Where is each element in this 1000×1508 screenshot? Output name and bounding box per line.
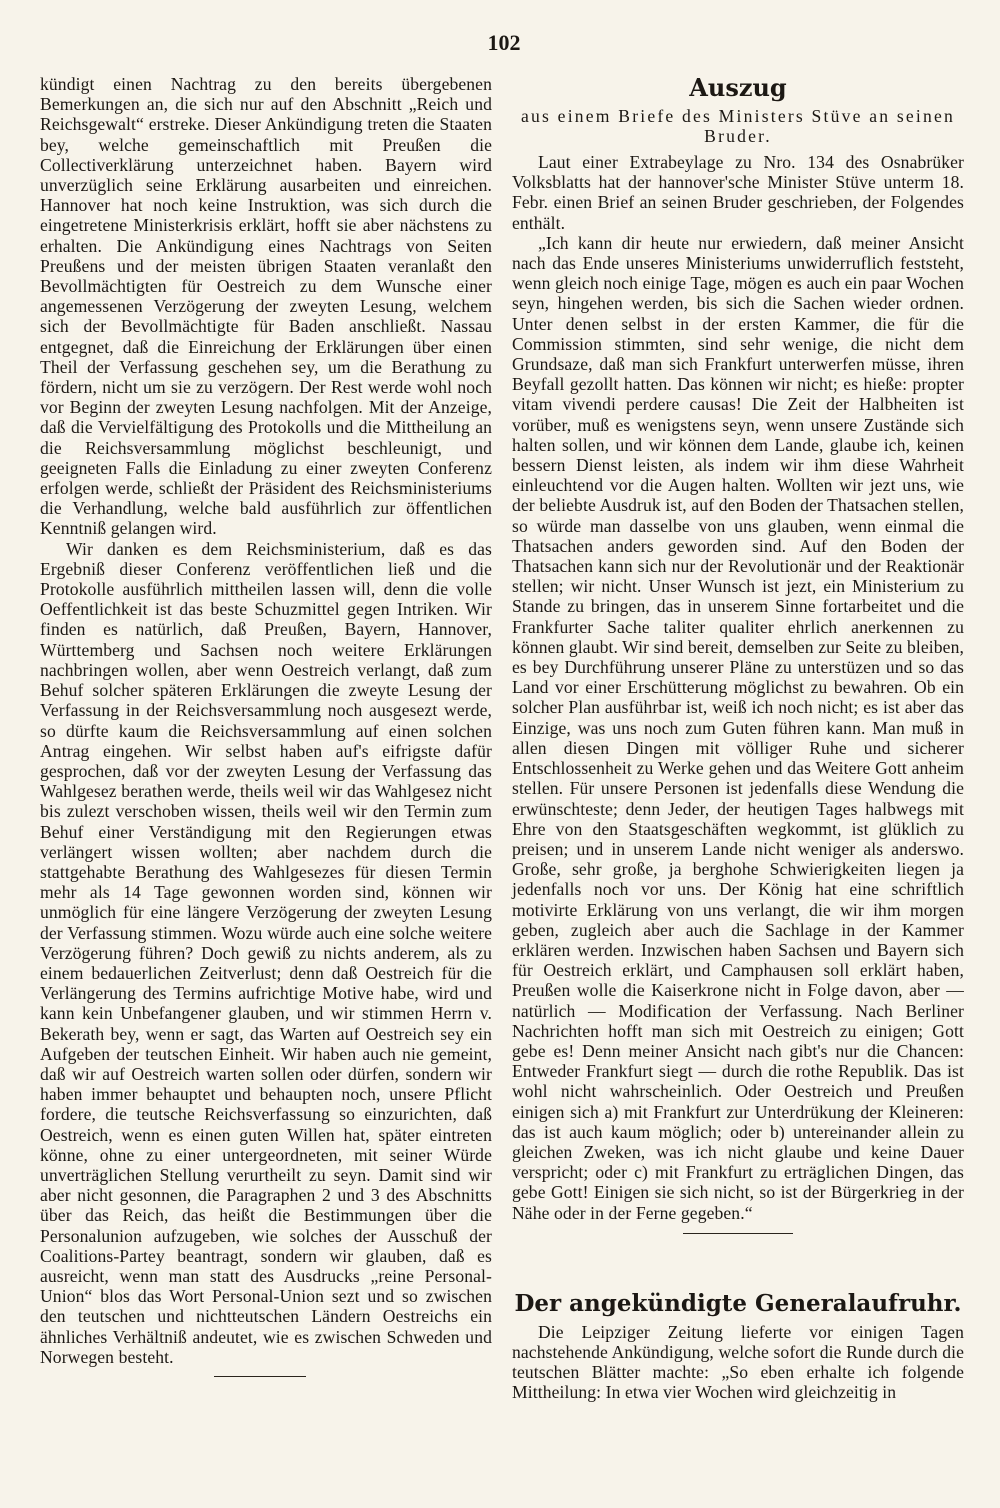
right-column (512, 74, 964, 1403)
article-end-rule (683, 1233, 793, 1234)
left-paragraph-2: Wir danken es dem Reichsministerium, daß es das Ergebniß dieser Conferenz veröffentlichen ließ und die Protokolle ausführlich mittheilen lassen will, denn die volle Oeffentlichkeit ist das beste Schuzmittel gegen Intriken. Wir finden es natürlich, daß Preußen, Bayern, Hannover, Württemberg und Sachsen noch weitere Erklärungen nachbringen wollen, aber wenn Oestreich verlangt, daß zum Behuf solcher späteren Erklärungen die zweyte Lesung der Verfassung in der Reichsversammlung noch ausgesezt werde, so dürfte kaum die Reichsversammlung auf einen solchen Antrag eingehen. Wir selbst haben auf's eifrigste dafür gesprochen, daß vor der zweyten Lesung der Verfassung das Wahlgesez berathen werde, theils weil wir das Wahlgesez nicht bis zulezt verschoben wissen, theils weil wir den Termin zum Behuf einer Verständigung mit den Regierungen etwas verlängert wissen wollten; aber nachdem durch die stattgehabte Berathung des Wahlgesezes für diesen Termin mehr als 14 Tage gewonnen worden sind, können wir unmöglich für eine längere Verzögerung der zweyten Lesung der Verfassung stimmen. Wozu würde auch eine solche weitere Verzögerung führen? Doch gewiß zu nichts anderem, als zu einem bedauerlichen Zeitverlust; denn daß Oestreich für die Verlängerung des Termins aufrichtige Motive habe, wird und kann kein Unbefangener glauben, und wir stimmen Herrn v. Bekerath bey, wenn er sagt, das Warten auf Oestreich sey ein Aufgeben der teutschen Einheit. Wir haben auch nie gemeint, daß wir auf Oestreich warten sollen oder dürfen, sondern wir haben immer behauptet und behaupten noch, unsere Pflicht fordere, die teutsche Reichsverfassung so einzurichten, daß Oestreich, wenn es einen guten Willen hat, später eintreten könne, ohne zu einer untergeordneten, mit seiner Würde unverträglichen Stellung verurtheilt zu seyn. Damit sind wir aber nicht gesonnen, die Paragraphen 2 und 3 des Abschnitts über das Reich, das heißt die Bestimmungen über die Personalunion aufzugeben, wie solches der Ausschuß der Coalitions-Partey beantragt, sondern wir glauben, daß es ausreicht, wenn man statt des Ausdrucks „reine Personal-Union“ blos das Wort Personal-Union sezt und so zwischen den teutschen und nichtteutschen Ländern Oestreichs ein ähnliches Verhältniß andeutet, wie es zwischen Schweden und Norwegen besteht. (40, 538, 492, 1367)
left-paragraph-1: kündigt einen Nachtrag zu den bereits übergebenen Bemerkungen an, die sich nur auf den Abschnitt „Reich und Reichsgewalt“ erstreke. Dieser Ankündigung treten die Staaten bey, welche gemeinschaftlich mit Preußen die Collectiverklärung unterzeichnet haben. Bayern wird unverzüglich seine Erklärung ausarbeiten und einreichen. Hannover hat noch keine Instruktion, was sich durch die eingetretene Ministerkrisis erklärt, hofft sie aber nächstens zu erhalten. Die Ankündigung eines Nachtrags von Seiten Preußens und der meisten übrigen Staaten veranlaßt den Bevollmächtigten für Oestreich zu dem Wunsche einer angemessenen Verzögerung der zweyten Lesung, welchem sich der Bevollmächtigte für Baden anschließt. Nassau entgegnet, daß die Einreichung der Erklärungen über einen Theil der Verfassung geschehen sey, um die Berathung zu fördern, nicht um sie zu verzögern. Der Rest werde wohl noch vor Beginn der zweyten Lesung nachfolgen. Mit der Anzeige, daß die Vervielfältigung des Protokolls und die Mittheilung an die Reichsversammlung möglichst beschleunigt, und geeigneten Falls die Einladung zu einer zweyten Conferenz erfolgen werde, schließt der Präsident des Reichsministeriums die Verhandlung, welche bald ausführlich zur öffentlichen Kenntniß gelangen wird. (40, 74, 492, 539)
page-number: 102 (487, 30, 521, 55)
section-title: Der angekündigte Generalaufruhr. (514, 1289, 962, 1317)
section-paragraph-1: Die Leipziger Zeitung lieferte vor einigen Tagen nachstehende Ankündigung, welche sofort die Runde durch die teutschen Blätter machte: „So eben erhalte ich folgende Mittheilung: In etwa vier Wochen wird gleichzeitig in (512, 1321, 964, 1403)
article-subtitle: aus einem Briefe des Ministers Stüve an seinen Bruder. (521, 106, 955, 146)
left-column (40, 74, 492, 1367)
right-paragraph-1: Laut einer Extrabeylage zu Nro. 134 des Osnabrüker Volksblatts hat der hannover'sche Minister Stüve unterm 18. Febr. einen Brief an seinen Bruder geschrieben, der Folgendes enthält. (512, 152, 964, 233)
left-column-end-rule (214, 1376, 306, 1377)
article-body (512, 152, 964, 1223)
article-title: Auszug (689, 73, 787, 102)
right-paragraph-2: „Ich kann dir heute nur erwiedern, daß meiner Ansicht nach das Ende unseres Ministeriums unwiderruflich feststeht, wenn gleich noch einige Tage, mögen es auch ein paar Wochen seyn, hingehen werden, bis sich die Sachen wieder ordnen. Unter denen selbst in der ersten Kammer, die für die Commission stimmten, sind sehr wenige, die nicht dem Grundsaze, daß man sich Frankfurt unterwerfen müsse, ihren Beyfall gezollt hatten. Das können wir nicht; es hieße: propter vitam vivendi perdere causas! Die Zeit der Halbheiten ist vorüber, muß es wenigstens seyn, wenn unsere Zustände sich halten sollen, und wir können dem Lande, glaube ich, keinen bessern Dienst leisten, als indem wir ihm diese Wahrheit einleuchtend vor die Augen halten. Wollten wir jezt uns, wie der beliebte Ausdruk ist, auf den Boden der Thatsachen stellen, so würde man dasselbe von uns glauben, wenn einmal die Thatsachen anders geworden sind. Auf den Boden der Thatsachen kann sich nur der Revolutionär und der Reaktionär stellen; wir nicht. Unser Wunsch ist jezt, ein Ministerium zu Stande zu bringen, das in unserem Sinne fortarbeitet und die Frankfurter Sache taliter qualiter ehrlich anerkennen zu können glaubt. Wir sind bereit, demselben zur Seite zu bleiben, es bey Durchführung unserer Pläne zu unterstüzen und so das Land vor einer Erschütterung möglichst zu bewahren. Ob ein solcher Plan ausführbar ist, weiß ich noch nicht; es ist aber das Einzige, was uns noch zum Guten führen kann. Man muß in allen diesen Dingen mit völliger Ruhe und sicherer Entschlossenheit zu Werke gehen und das Weitere Gott anheim stellen. Für unsere Personen ist jedenfalls diese Wendung die erwünschteste; denn Jeder, der heutigen Tages halbwegs mit Ehre von den Staatsgeschäften wegkommt, ist glüklich zu preisen; und in unserem Lande nicht weniger als anderswo. Große, sehr große, ja berghohe Schwierigkeiten liegen ja jedenfalls noch vor uns. Der König hat eine schriftlich motivirte Erklärung von uns verlangt, die wir ihm morgen geben, zugleich aber auch die Sachlage in der Kammer erklären werden. Inzwischen haben Sachsen und Bayern sich für Oestreich erklärt, und Camphausen soll erklärt haben, Preußen wolle die Kaiserkrone nicht in Folge davon, aber — natürlich — Modification der Verfassung. Nach Berliner Nachrichten hofft man sich mit Oestreich zu einigen; Gott gebe es! Denn meiner Ansicht nach gibt's nur die Chancen: Entweder Frankfurt siegt — durch die rothe Republik. Das ist wohl nicht wahrscheinlich. Oder Oestreich und Preußen einigen sich a) mit Frankfurt zur Unterdrükung der Kleineren: das ist auch kaum möglich; oder b) untereinander allein zu gleichen Zweken, was ich nicht glaube und keine Dauer verspricht; oder c) mit Frankfurt zu erträglichen Dingen, das gebe Gott! Einigen sie sich nicht, so ist der Bürgerkrieg in der Nähe oder in der Ferne gegeben.“ (512, 232, 964, 1223)
